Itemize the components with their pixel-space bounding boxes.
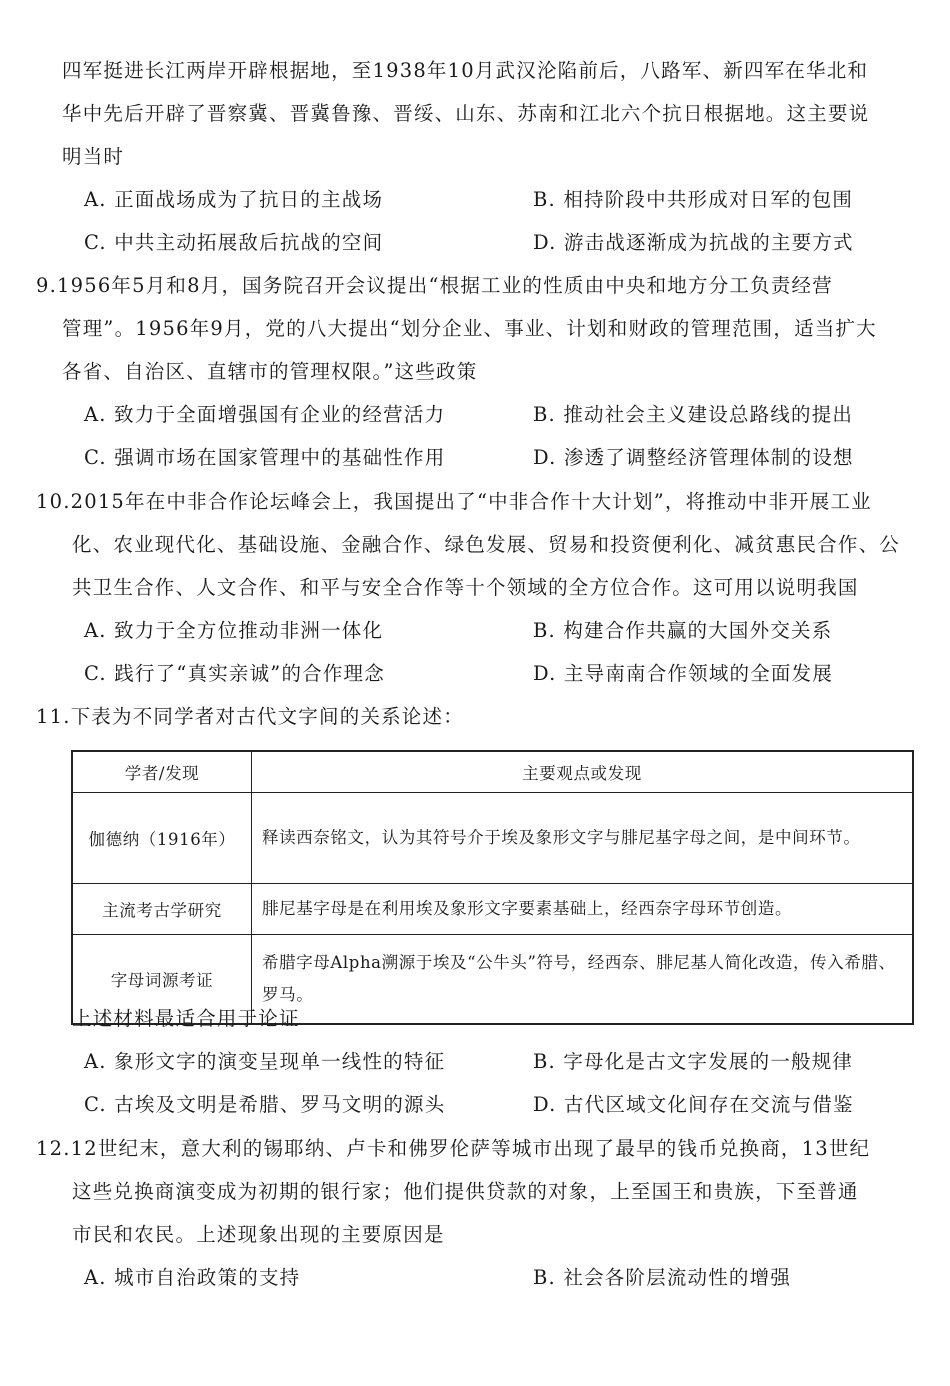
q11-option-c: C. 古埃及文明是希腊、罗马文明的源头: [84, 1093, 446, 1116]
q11-option-b: B. 字母化是古文字发展的一般规律: [533, 1050, 854, 1073]
q12-line-1: 12.12世纪末，意大利的锡耶纳、卢卡和佛罗伦萨等城市出现了最早的钱币兑换商，13世纪: [36, 1137, 871, 1160]
q8-line-1: 四军挺进长江两岸开辟根据地，至1938年10月武汉沦陷前后，八路军、新四军在华北和: [62, 59, 869, 82]
table-cell-scholar: 字母词源考证: [72, 935, 252, 1025]
table-row: [72, 793, 913, 884]
q10-option-c: C. 践行了“真实亲诚”的合作理念: [84, 662, 385, 685]
table-cell-view: 释读西奈铭文，认为其符号介于埃及象形文字与腓尼基字母之间，是中间环节。: [252, 793, 914, 884]
q8-option-d: D. 游击战逐渐成为抗战的主要方式: [533, 231, 854, 254]
q12-option-b: B. 社会各阶层流动性的增强: [533, 1266, 792, 1289]
table-header-row: [72, 751, 913, 793]
table-cell-view: 希腊字母Alpha溯源于埃及“公牛头”符号，经西奈、腓尼基人简化改造，传入希腊、罗马。: [252, 935, 914, 1025]
q10-line-1: 10.2015年在中非合作论坛峰会上，我国提出了“中非合作十大计划”，将推动中非开展工业: [36, 490, 872, 513]
q9-option-a: A. 致力于全面增强国有企业的经营活力: [84, 403, 446, 426]
q10-option-a: A. 致力于全方位推动非洲一体化: [84, 619, 384, 642]
table-row: [72, 884, 913, 935]
scholars-table: [71, 750, 914, 1025]
q9-option-c: C. 强调市场在国家管理中的基础性作用: [84, 446, 446, 469]
q11-option-a: A. 象形文字的演变呈现单一线性的特征: [84, 1050, 446, 1073]
q9-option-d: D. 渗透了调整经济管理体制的设想: [533, 446, 854, 469]
table-header: 学者/发现: [72, 751, 252, 793]
q10-option-b: B. 构建合作共赢的大国外交关系: [533, 619, 833, 642]
q11-option-d: D. 古代区域文化间存在交流与借鉴: [533, 1093, 854, 1116]
q10-line-2: 化、农业现代化、基础设施、金融合作、绿色发展、贸易和投资便利化、减贫惠民合作、公: [72, 533, 901, 556]
q9-line-1: 9.1956年5月和8月，国务院召开会议提出“根据工业的性质由中央和地方分工负责经营: [36, 274, 833, 297]
table-cell-view: 腓尼基字母是在利用埃及象形文字要素基础上，经西奈字母环节创造。: [252, 884, 914, 935]
q11-question: 上述材料最适合用于论证: [72, 1007, 300, 1030]
q11-stem: 11.下表为不同学者对古代文字间的关系论述：: [36, 705, 464, 728]
q10-option-d: D. 主导南南合作领域的全面发展: [533, 662, 834, 685]
table-cell-scholar: 主流考古学研究: [72, 884, 252, 935]
q12-option-a: A. 城市自治政策的支持: [84, 1266, 301, 1289]
q8-option-a: A. 正面战场成为了抗日的主战场: [84, 188, 384, 211]
table-cell-scholar: 伽德纳（1916年）: [72, 793, 252, 884]
q8-line-2: 华中先后开辟了晋察冀、晋冀鲁豫、晋绥、山东、苏南和江北六个抗日根据地。这主要说: [62, 102, 870, 125]
q12-line-2: 这些兑换商演变成为初期的银行家；他们提供贷款的对象，上至国王和贵族，下至普通: [72, 1180, 859, 1203]
q9-option-b: B. 推动社会主义建设总路线的提出: [533, 403, 854, 426]
q8-option-c: C. 中共主动拓展敌后抗战的空间: [84, 231, 384, 254]
q9-line-3: 各省、自治区、直辖市的管理权限。”这些政策: [62, 360, 478, 383]
q10-line-3: 共卫生合作、人文合作、和平与安全合作等十个领域的全方位合作。这可用以说明我国: [72, 576, 859, 599]
table-header: 主要观点或发现: [252, 751, 914, 793]
q8-option-b: B. 相持阶段中共形成对日军的包围: [533, 188, 854, 211]
q12-line-3: 市民和农民。上述现象出现的主要原因是: [72, 1223, 445, 1246]
q9-line-2: 管理”。1956年9月，党的八大提出“划分企业、事业、计划和财政的管理范围，适当扩大: [62, 317, 877, 340]
q8-line-3: 明当时: [62, 145, 125, 168]
